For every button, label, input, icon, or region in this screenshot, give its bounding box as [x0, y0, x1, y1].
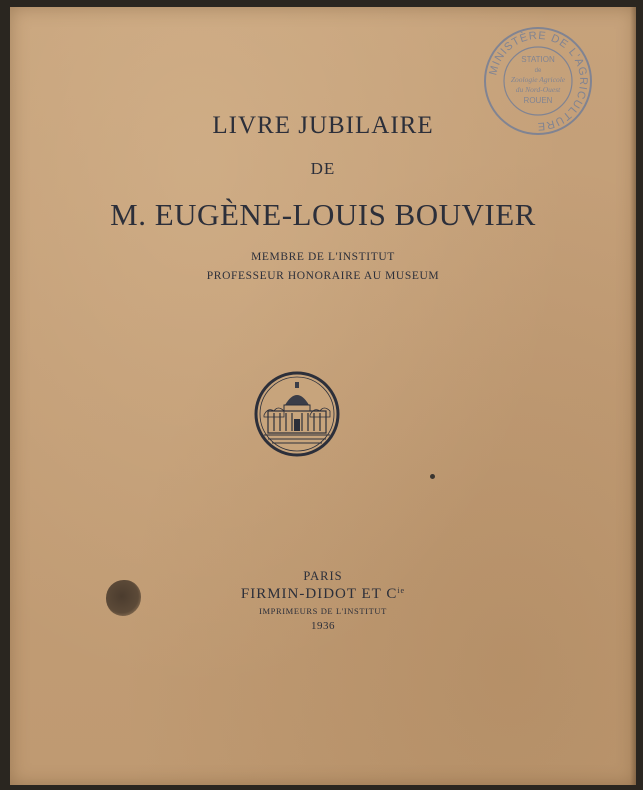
title-line-1: LIVRE JUBILAIRE [212, 112, 434, 139]
stamp-ring-text: MINISTÈRE DE L'AGRICULTURE [487, 29, 590, 133]
ink-speck [430, 474, 435, 479]
stamp-line-5: ROUEN [523, 96, 553, 105]
publisher-name [10, 586, 636, 603]
stamp-line-4: du Nord-Ouest [515, 85, 561, 94]
title-line-2: DE [310, 159, 336, 178]
stamp-line-1: STATION [521, 55, 555, 64]
publisher-city: PARIS [303, 569, 343, 583]
title-author-name: M. EUGÈNE-LOUIS BOUVIER [110, 197, 536, 232]
subtitle-line-2: PROFESSEUR HONORAIRE AU MUSEUM [206, 270, 440, 282]
stamp-line-2: de [534, 68, 542, 74]
book-cover [10, 7, 636, 785]
publisher-name-suffix: ie [397, 586, 406, 595]
publisher-role: IMPRIMEURS DE L'INSTITUT [259, 606, 387, 616]
publisher-name-text: FIRMIN-DIDOT ET C [240, 586, 398, 602]
institut-dome-emblem [254, 371, 340, 457]
stamp-line-3: Zoologie Agricole [510, 75, 566, 84]
publication-year: 1936 [311, 620, 335, 632]
subtitle-line-1: MEMBRE DE L'INSTITUT [251, 251, 395, 263]
